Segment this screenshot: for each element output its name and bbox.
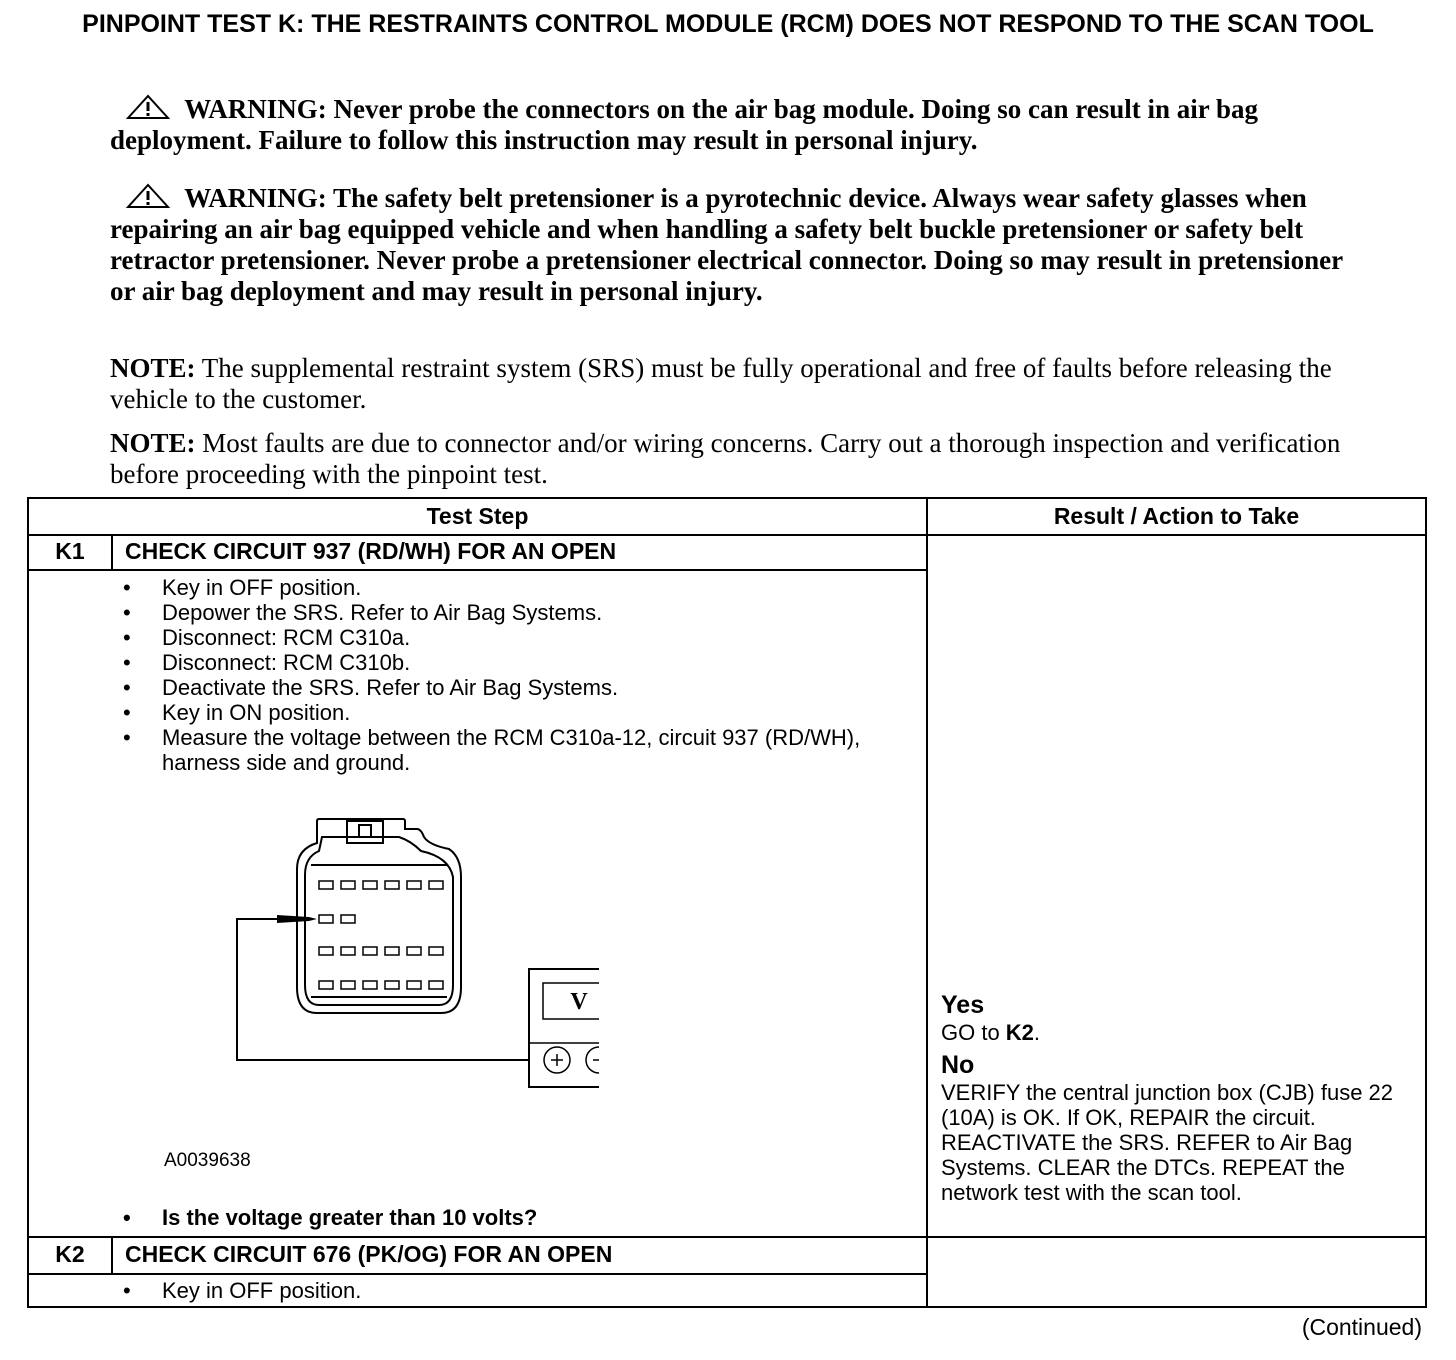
id-divider — [111, 1236, 113, 1273]
warning-triangle-icon — [118, 94, 178, 120]
continued-label: (Continued) — [1301, 1314, 1422, 1340]
row-divider — [29, 569, 926, 571]
row-divider — [29, 1236, 1425, 1238]
list-item: • Disconnect: RCM C310b. — [119, 650, 879, 675]
figure-id: A0039638 — [164, 1150, 251, 1171]
warning-triangle-icon — [118, 183, 178, 209]
row-divider — [29, 1273, 926, 1275]
test-lead-positive — [237, 919, 529, 1060]
id-divider — [111, 534, 113, 569]
result-yes-end: . — [1033, 1020, 1041, 1045]
pinpoint-test-table — [27, 497, 1427, 1308]
warning-pretensioner — [110, 183, 1350, 307]
pin-cavities — [319, 881, 443, 989]
warning-label: WARNING: — [184, 94, 327, 124]
result-yes-go: GO to — [941, 1020, 1006, 1045]
step-title-k2: CHECK CIRCUIT 676 (PK/OG) FOR AN OPEN — [125, 1241, 613, 1267]
note-srs-operational — [110, 353, 1350, 415]
result-no-text: VERIFY the central junction box (CJB) fuse 22 (10A) is OK. If OK, REPAIR the circuit. REACTIVATE the SRS. REFER to Air Bag Systems. CLEAR the DTCs. REPEAT the network test with the scan tool. — [941, 1080, 1394, 1205]
list-item: • Deactivate the SRS. Refer to Air Bag Systems. — [119, 675, 879, 700]
step-title-k1: CHECK CIRCUIT 937 (RD/WH) FOR AN OPEN — [125, 538, 617, 564]
list-item: • Key in OFF position. — [119, 1278, 879, 1303]
connector-latch-window — [359, 825, 371, 837]
page-title: PINPOINT TEST K: THE RESTRAINTS CONTROL MODULE (RCM) DOES NOT RESPOND TO THE SCAN TOOL — [82, 10, 1374, 38]
list-item: • Measure the voltage between the RCM C310a-12, circuit 937 (RD/WH), harness side and ground. — [119, 725, 879, 775]
list-item: • Disconnect: RCM C310a. — [119, 625, 879, 650]
result-yes-text — [941, 1020, 1421, 1045]
result-k1 — [941, 991, 1421, 1205]
note-label: NOTE: — [110, 428, 196, 458]
note-text: Most faults are due to connector and/or wiring concerns. Carry out a thorough inspection and verification before proceeding with the pinpoint test. — [110, 428, 1341, 489]
connector-voltmeter-diagram — [159, 817, 599, 1137]
result-yes-label: Yes — [941, 991, 985, 1019]
result-yes-ref: K2 — [1005, 1020, 1034, 1045]
column-divider — [926, 499, 928, 1306]
step-k1-question — [119, 1205, 879, 1230]
header-result: Result / Action to Take — [1053, 503, 1300, 529]
note-text: The supplemental restraint system (SRS) must be fully operational and free of faults before releasing the vehicle to the customer. — [110, 353, 1332, 414]
result-no-label: No — [941, 1051, 975, 1079]
step-k2-actions — [119, 1278, 879, 1303]
list-item: • Is the voltage greater than 10 volts? — [119, 1205, 879, 1230]
warning-label: WARNING: — [184, 183, 327, 213]
warning-airbag-module — [110, 94, 1350, 156]
header-divider — [29, 534, 1425, 536]
note-faults — [110, 428, 1350, 490]
list-item: • Depower the SRS. Refer to Air Bag Systems. — [119, 600, 879, 625]
step-k1-actions — [119, 575, 879, 775]
list-item: • Key in ON position. — [119, 700, 879, 725]
note-label: NOTE: — [110, 353, 196, 383]
header-test-step: Test Step — [426, 503, 529, 529]
warning-text: The safety belt pretensioner is a pyrotechnic device. Always wear safety glasses when repairing an air bag equipped vehicle and when handling a safety belt buckle pretensioner or safety belt retractor pretensioner. Never probe a pretensioner electrical connector. Doing so may result in pretensioner or air bag deployment and may result in personal injury. — [110, 183, 1343, 306]
list-item: • Key in OFF position. — [119, 575, 879, 600]
warning-text: Never probe the connectors on the air bag module. Doing so can result in air bag deployment. Failure to follow this instruction may result in personal injury. — [110, 94, 1259, 155]
step-id-k1: K1 — [55, 538, 85, 564]
step-id-k2: K2 — [55, 1241, 85, 1267]
voltmeter-unit-label: V — [570, 989, 588, 1015]
